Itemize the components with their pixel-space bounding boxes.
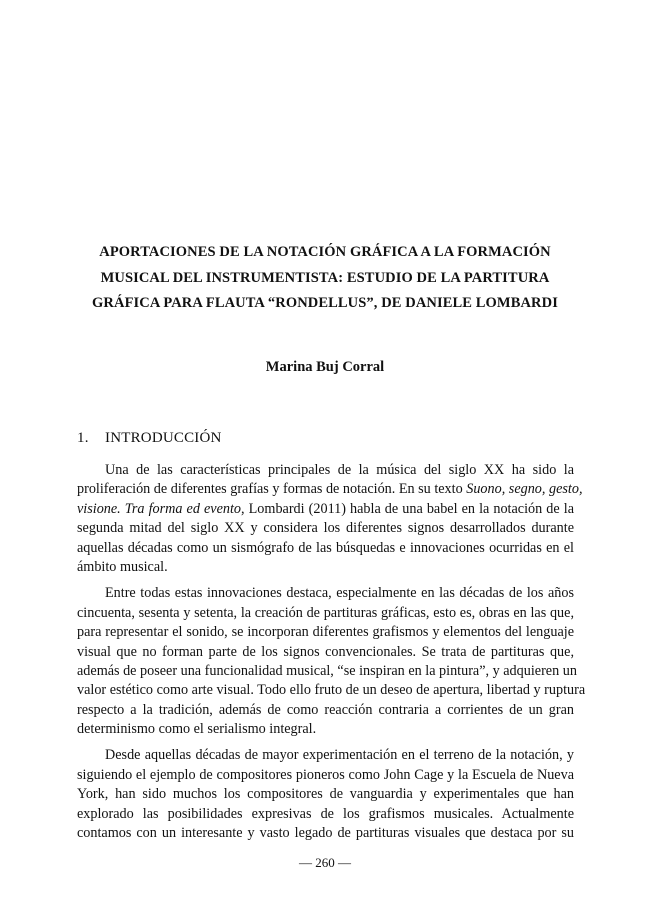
text-line: valor estético como arte visual. Todo ello fruto de un deseo de apertura, libertad y ruptura (77, 682, 586, 699)
text-line: Una de las características principales de la música del siglo XX ha sido la (105, 462, 574, 478)
paragraph (77, 746, 574, 843)
title-line: MUSICAL DEL INSTRUMENTISTA: ESTUDIO DE LA PARTITURA (100, 269, 550, 286)
text-line: respecto a la tradición, además de como reacción contraria a corrientes de un gran (77, 701, 574, 718)
text-line: contamos con un interesante y vasto legado de partituras visuales que destaca por su (77, 825, 574, 842)
text-line: Entre todas estas innovaciones destaca, especialmente en las décadas de los años (105, 585, 574, 602)
paragraph (77, 461, 583, 577)
text-line (77, 500, 574, 519)
text-line: siguiendo el ejemplo de compositores pioneros como John Cage y la Escuela de Nueva (77, 766, 574, 783)
text-line: explorado las posibilidades expresivas de los grafismos musicales. Actualmente (77, 805, 574, 822)
text-line: ámbito musical. (77, 558, 168, 575)
text-line: segunda mitad del siglo XX y considera los diferentes signos desarrollados durante (77, 520, 574, 537)
text-line: Desde aquellas décadas de mayor experimentación en el terreno de la notación, y (105, 747, 574, 764)
text-line: determinismo como el serialismo integral. (77, 721, 317, 738)
section-number: 1. (77, 430, 89, 446)
text-line: visual que no forman parte de los signos convencionales. Se trata de partituras que, (77, 643, 574, 660)
text-run: , Lombardi (2011) habla de una babel en la notación de la (241, 500, 574, 517)
section-heading (77, 430, 222, 447)
text-line: para representar el sonido, se incorporan diferentes grafismos y elementos del lenguaje (77, 624, 574, 641)
text-line: aquellas décadas como un sismógrafo de las búsquedas e innovaciones ocurridas en el (77, 539, 574, 556)
text-line: York, han sido muchos los compositores de vanguardia y experimentales que han (77, 786, 574, 803)
article-title (60, 240, 590, 317)
section-title: INTRODUCCIÓN (105, 430, 222, 446)
title-line: GRÁFICA PARA FLAUTA “RONDELLUS”, DE DANIELE LOMBARDI (92, 295, 558, 311)
italic-title: Suono, segno, gesto, (466, 481, 583, 498)
text-run: proliferación de diferentes grafías y formas de notación. En su texto (77, 481, 467, 498)
body-text (77, 461, 586, 850)
author-name: Marina Buj Corral (265, 359, 385, 375)
paragraph (77, 584, 586, 739)
title-line: APORTACIONES DE LA NOTACIÓN GRÁFICA A LA FORMACIÓN (99, 244, 551, 260)
text-line: además de poseer una funcionalidad musical, “se inspiran en la pintura”, y adquieren un (77, 662, 577, 679)
page-number: — 260 — (299, 855, 351, 870)
italic-title: visione. Tra forma ed evento (77, 500, 242, 517)
text-line: cincuenta, sesenta y setenta, la creación de partituras gráficas, esto es, obras en las que, (77, 604, 574, 621)
text-line (77, 480, 583, 499)
